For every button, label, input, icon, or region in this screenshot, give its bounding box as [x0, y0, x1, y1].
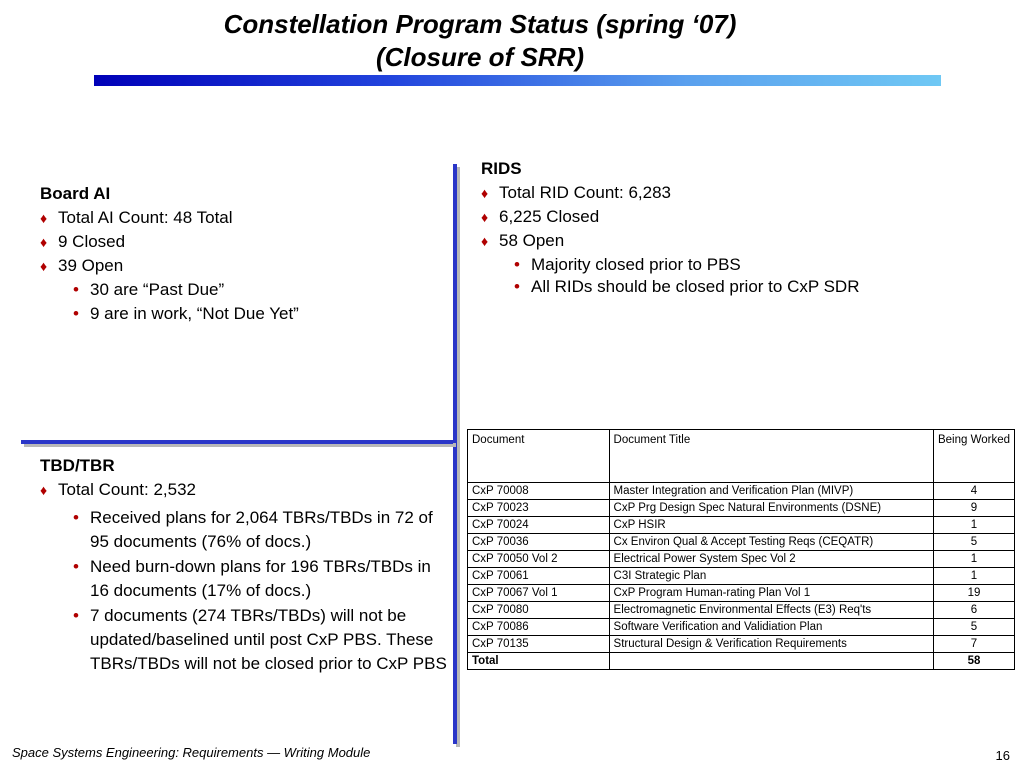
being-worked-cell: 9	[933, 500, 1014, 517]
board-ai-subitem: • 30 are “Past Due”	[40, 278, 440, 302]
table-row	[468, 585, 1015, 602]
document-id-cell: CxP 70067 Vol 1	[468, 585, 610, 602]
document-id-cell: CxP 70061	[468, 568, 610, 585]
page-number: 16	[995, 748, 1010, 763]
being-worked-cell: 7	[933, 636, 1014, 653]
document-title-cell: Electrical Power System Spec Vol 2	[609, 551, 933, 568]
footer-course-title: Space Systems Engineering: Requirements — Writing Module	[12, 745, 371, 760]
tbd-tbr-list	[40, 478, 450, 676]
document-id-cell: CxP 70135	[468, 636, 610, 653]
table-row	[468, 517, 1015, 534]
tbd-tbr-section	[40, 454, 450, 677]
document-title-cell: CxP HSIR	[609, 517, 933, 534]
being-worked-cell: 58	[933, 653, 1014, 670]
table-row	[468, 483, 1015, 500]
table-row	[468, 534, 1015, 551]
document-title-cell	[609, 653, 933, 670]
board-ai-list	[40, 206, 440, 326]
being-worked-cell: 1	[933, 551, 1014, 568]
table-row	[468, 619, 1015, 636]
table-row	[468, 500, 1015, 517]
rids-subitem: • All RIDs should be closed prior to CxP SDR	[481, 277, 911, 296]
document-id-cell: CxP 70024	[468, 517, 610, 534]
tbd-tbr-subitem: • Need burn-down plans for 196 TBRs/TBDs in 16 documents (17% of docs.)	[40, 555, 450, 603]
table-row	[468, 636, 1015, 653]
document-id-cell: CxP 70080	[468, 602, 610, 619]
board-ai-item: ♦ Total AI Count: 48 Total	[40, 206, 440, 230]
slide-title-line1: Constellation Program Status (spring ‘07)	[223, 9, 737, 39]
rids-item: ♦ 6,225 Closed	[481, 205, 911, 229]
tbd-tbr-item: ♦ Total Count: 2,532	[40, 478, 450, 502]
column-header-being-worked: Being Worked	[933, 430, 1014, 483]
document-title-cell: Master Integration and Verification Plan (MIVP)	[609, 483, 933, 500]
being-worked-cell: 6	[933, 602, 1014, 619]
title-gradient-bar	[94, 75, 941, 86]
document-title-cell: CxP Prg Design Spec Natural Environments (DSNE)	[609, 500, 933, 517]
document-id-cell: CxP 70023	[468, 500, 610, 517]
document-title-cell: CxP Program Human-rating Plan Vol 1	[609, 585, 933, 602]
rids-heading: RIDS	[481, 159, 522, 178]
being-worked-cell: 1	[933, 568, 1014, 585]
board-ai-item: ♦ 9 Closed	[40, 230, 440, 254]
document-id-cell: Total	[468, 653, 610, 670]
table-header-row	[468, 430, 1015, 483]
slide-title-line2: (Closure of SRR)	[376, 42, 584, 72]
column-header-document: Document	[468, 430, 610, 483]
rids-list	[481, 181, 911, 296]
document-title-cell: C3I Strategic Plan	[609, 568, 933, 585]
table-row	[468, 568, 1015, 585]
document-id-cell: CxP 70086	[468, 619, 610, 636]
vertical-divider	[453, 164, 457, 744]
document-title-cell: Software Verification and Validiation Plan	[609, 619, 933, 636]
board-ai-subitem: • 9 are in work, “Not Due Yet”	[40, 302, 440, 326]
document-title-cell: Electromagnetic Environmental Effects (E3) Req'ts	[609, 602, 933, 619]
board-ai-item: ♦ 39 Open	[40, 254, 440, 278]
document-title-cell: Structural Design & Verification Requirements	[609, 636, 933, 653]
tbd-tbr-subitem: • 7 documents (274 TBRs/TBDs) will not be updated/baselined until post CxP PBS. These TBRs/TBDs will not be closed prior to CxP PBS	[40, 604, 450, 676]
slide-title	[0, 8, 960, 74]
being-worked-cell: 4	[933, 483, 1014, 500]
rids-item: ♦ 58 Open	[481, 229, 911, 253]
board-ai-heading: Board AI	[40, 184, 111, 203]
being-worked-cell: 5	[933, 619, 1014, 636]
board-ai-section	[40, 182, 440, 326]
tbd-tbr-heading: TBD/TBR	[40, 456, 115, 475]
document-id-cell: CxP 70008	[468, 483, 610, 500]
documents-table	[467, 429, 1015, 670]
being-worked-cell: 1	[933, 517, 1014, 534]
tbd-tbr-subitem: • Received plans for 2,064 TBRs/TBDs in 72 of 95 documents (76% of docs.)	[40, 506, 450, 554]
table-row	[468, 551, 1015, 568]
table-body	[468, 483, 1015, 670]
document-title-cell: Cx Environ Qual & Accept Testing Reqs (CEQATR)	[609, 534, 933, 551]
table-total-row	[468, 653, 1015, 670]
rids-section	[481, 157, 911, 296]
table-row	[468, 602, 1015, 619]
being-worked-cell: 19	[933, 585, 1014, 602]
rids-item: ♦ Total RID Count: 6,283	[481, 181, 911, 205]
document-id-cell: CxP 70036	[468, 534, 610, 551]
being-worked-cell: 5	[933, 534, 1014, 551]
column-header-document-title: Document Title	[609, 430, 933, 483]
rids-subitem: • Majority closed prior to PBS	[481, 253, 911, 277]
horizontal-divider	[21, 440, 453, 444]
document-id-cell: CxP 70050 Vol 2	[468, 551, 610, 568]
